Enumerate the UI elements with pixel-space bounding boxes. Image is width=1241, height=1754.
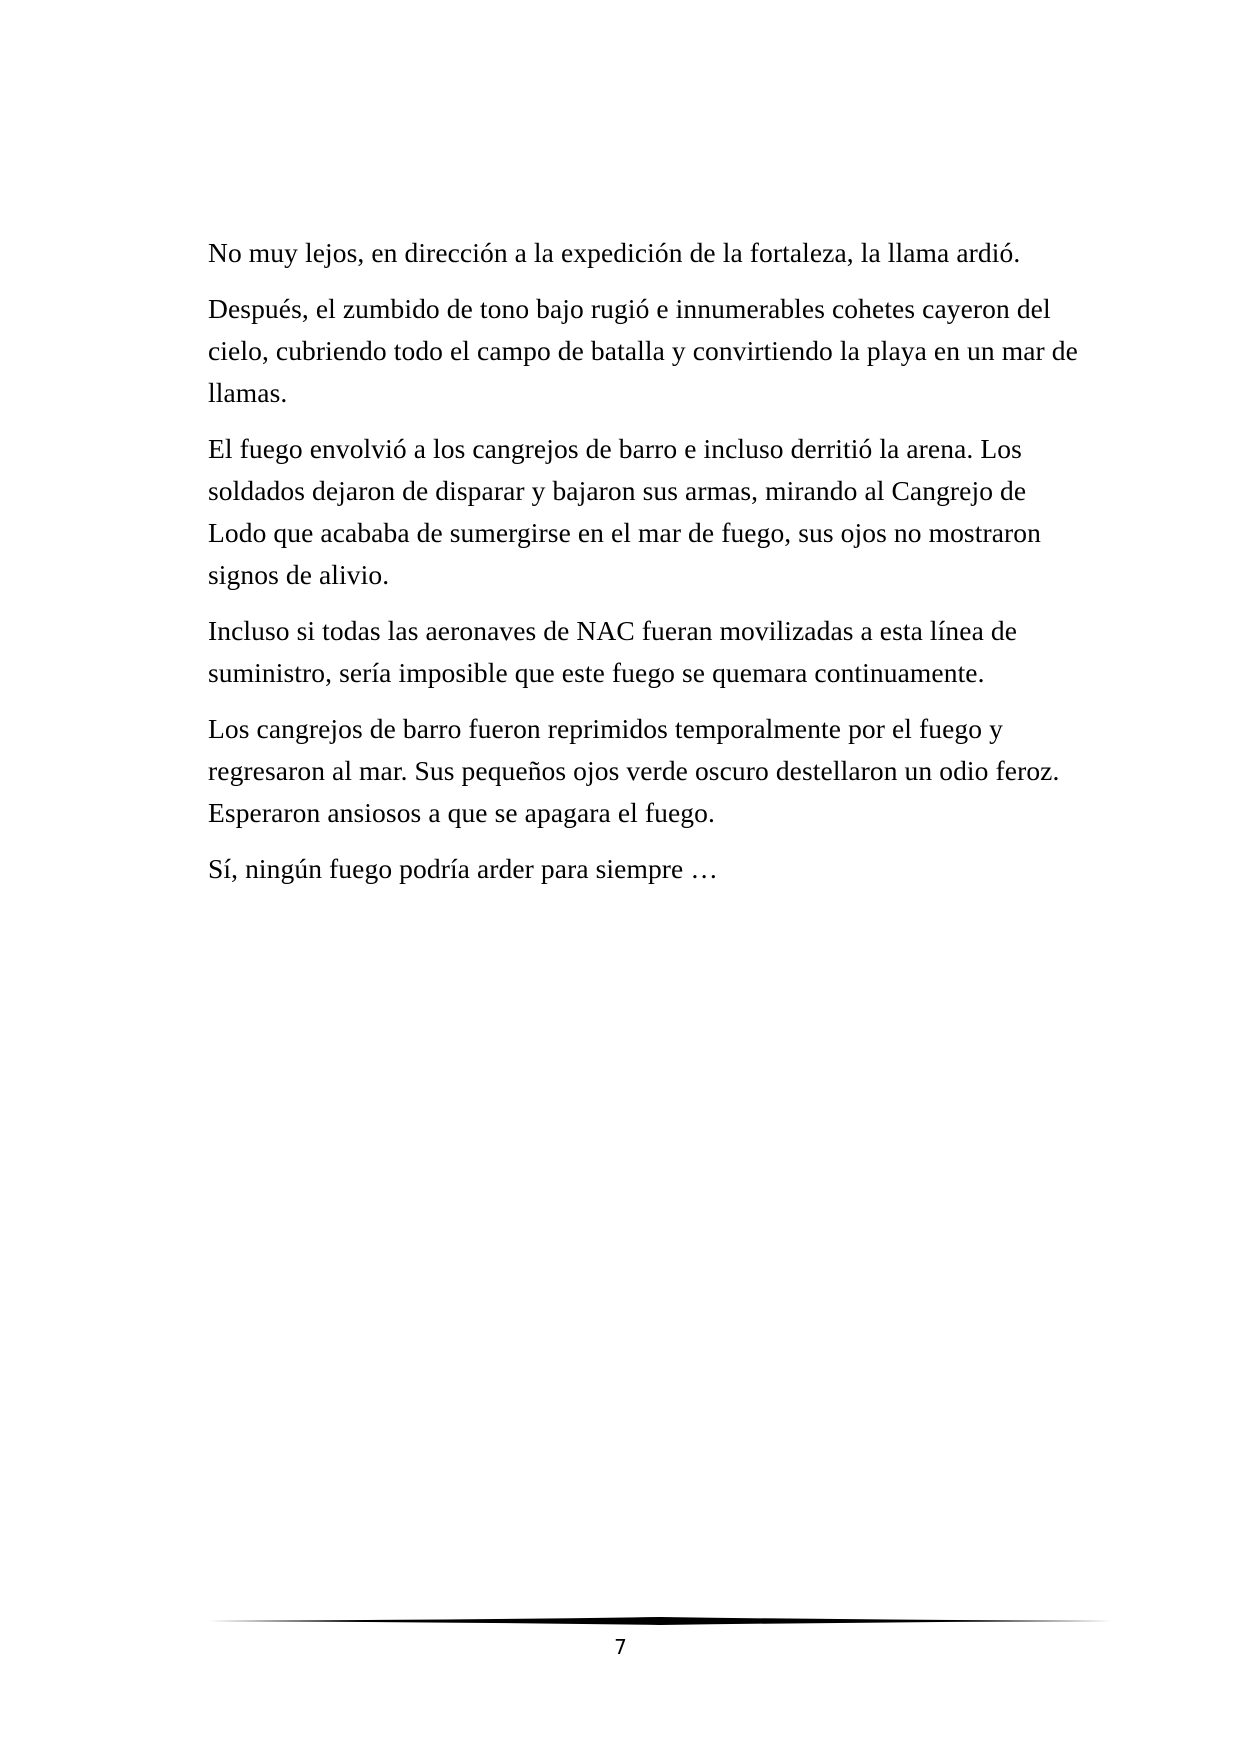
paragraph-4: Incluso si todas las aeronaves de NAC fueran movilizadas a esta línea de suministro, sería imposible que este fuego se quemara continuamente.: [208, 615, 1018, 688]
footer-divider: [208, 1614, 1112, 1628]
paragraph-2: Después, el zumbido de tono bajo rugió e innumerables cohetes cayeron del cielo, cubriendo todo el campo de batalla y convirtiendo la playa en un mar de llamas.: [208, 293, 1078, 408]
paragraph-5: Los cangrejos de barro fueron reprimidos temporalmente por el fuego y regresaron al mar. Sus pequeños ojos verde oscuro destellaron un odio feroz. Esperaron ansiosos a que se apagara el fuego.: [208, 713, 1060, 828]
paragraph-6: Sí, ningún fuego podría arder para siempre …: [208, 853, 718, 884]
body-text: [208, 232, 1078, 904]
page-number: 7: [614, 1635, 627, 1659]
paragraph-1: No muy lejos, en dirección a la expedición de la fortaleza, la llama ardió.: [208, 237, 1021, 268]
paragraph-3: El fuego envolvió a los cangrejos de barro e incluso derritió la arena. Los soldados dejaron de disparar y bajaron sus armas, mirando al Cangrejo de Lodo que acababa de sumergirse en el mar de fuego, sus ojos no mostraron signos de alivio.: [208, 433, 1041, 590]
